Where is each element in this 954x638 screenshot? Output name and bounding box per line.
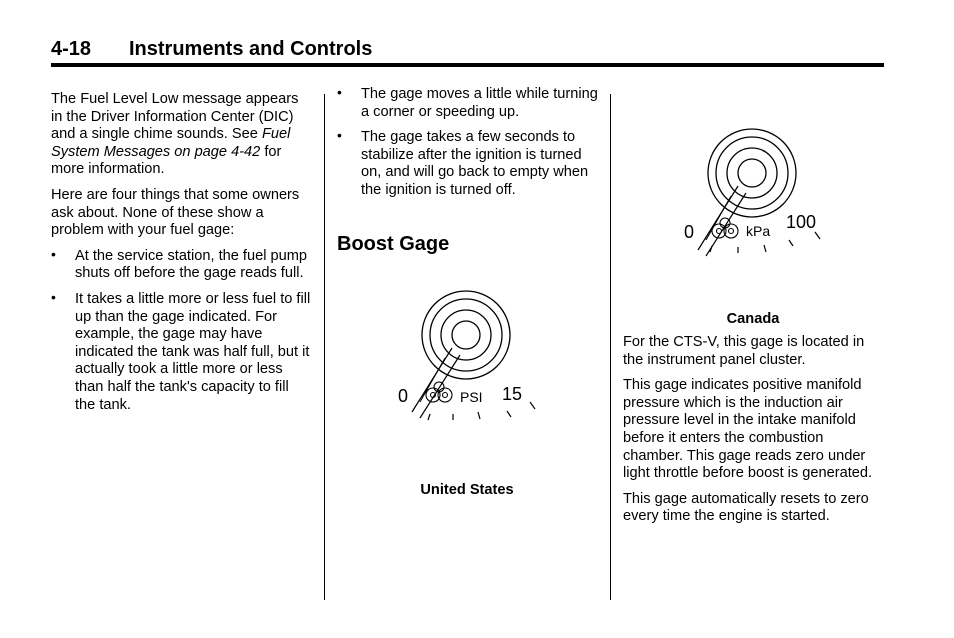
column-1 (51, 91, 313, 422)
gauge-unit-label: PSI (460, 389, 483, 405)
fuel-low-text: The Fuel Level Low message appears in the Driver Information Center (DIC) and a single chime sounds. See (51, 91, 299, 143)
cts-v-paragraph: For the CTS-V, this gage is located in the instrument panel cluster. (623, 334, 865, 368)
manifold-pressure-paragraph: This gage indicates positive manifold pressure which is the induction air pressure level in the intake manifold before it enters the combustion chamber. This gage reads zero under light throttle before boost is generated. (623, 377, 873, 482)
column-divider-1 (324, 94, 325, 600)
auto-reset-paragraph: This gage automatically resets to zero every time the engine is started. (623, 490, 869, 525)
gauge-max-label: 15 (502, 384, 523, 404)
list-item-text: At the service station, the fuel pump shuts off before the gage reads full. (75, 247, 308, 282)
list-item (337, 86, 599, 121)
boost-gage-heading: Boost Gage (337, 233, 450, 255)
list-item-text: The gage moves a little while turning a corner or speeding up. (361, 86, 598, 120)
fuel-low-paragraph (51, 91, 313, 179)
column-2 (337, 86, 599, 208)
list-item (51, 245, 313, 283)
fuel-low-text-end: for more information. (51, 143, 282, 178)
gauge-max-label: 100 (786, 212, 817, 232)
gauge-unit-label: kPa (746, 223, 771, 239)
list-item-text: The gage takes a few seconds to stabilize after the ignition is turned on, and will go back to empty when the ignition is turned off. (361, 129, 589, 198)
list-item (51, 288, 313, 414)
column-divider-2 (610, 94, 611, 600)
fuel-gage-bullet-list (51, 245, 313, 414)
bullet-icon: • (51, 245, 56, 262)
bullet-icon: • (51, 288, 56, 305)
bullet-icon: • (337, 84, 342, 100)
bullet-icon: • (337, 127, 342, 144)
fuel-system-messages-link[interactable]: Fuel System Messages on page 4-42 (51, 126, 291, 160)
page-number: 4-18 (51, 38, 92, 60)
gage-behavior-bullet-list (337, 86, 599, 200)
header-rule (51, 63, 884, 67)
column-3 (623, 334, 887, 534)
page-header (51, 38, 884, 66)
section-title: Instruments and Controls (129, 38, 373, 60)
list-item (337, 129, 599, 199)
caption-canada: Canada (726, 311, 780, 327)
four-things-paragraph: Here are four things that some owners ask about. None of these show a problem with your fuel gage: (51, 186, 300, 239)
boost-gauge-canada-illustration (676, 128, 836, 268)
caption-united-states: United States (420, 482, 514, 498)
list-item-text: It takes a little more or less fuel to fill up than the gage indicated. For example, the gage may have indicated the tank was half full, but it actually took a little more or less than half the tank's capacity to fill the tank. (75, 290, 311, 413)
gauge-zero-label: 0 (684, 222, 695, 242)
boost-gauge-us-illustration (390, 290, 550, 430)
gauge-zero-label: 0 (398, 386, 409, 406)
